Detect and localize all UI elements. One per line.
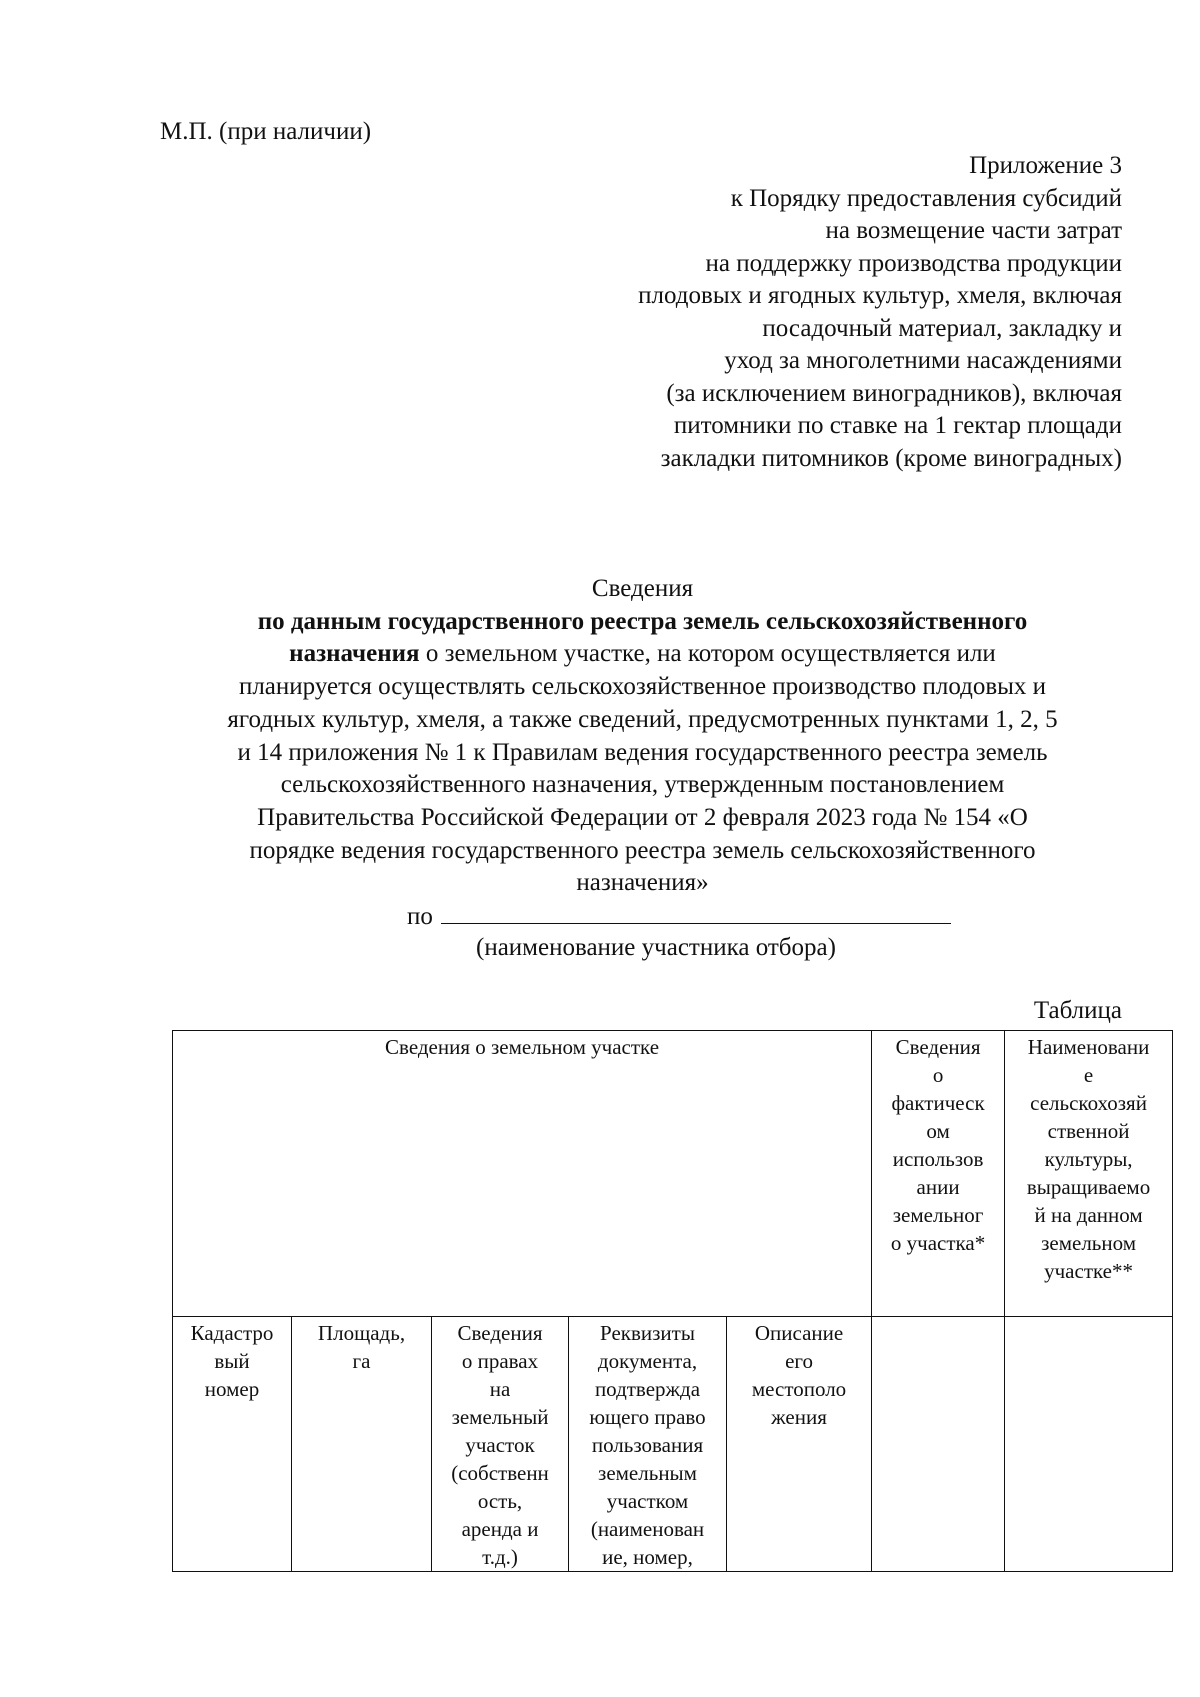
cadastral-number-cell [173,1317,292,1572]
header-line: (наименован [590,1517,705,1541]
header-line: ющего право [589,1405,706,1429]
participant-name-field[interactable] [441,901,951,924]
rights-cell [432,1317,569,1572]
appendix-line: посадочный материал, закладку и [762,314,1122,342]
heading-line: и 14 приложения № 1 к Правилам ведения государственного реестра земель [237,738,1048,766]
appendix-line: (за исключением виноградников), включая [666,379,1122,407]
header-line: жения [771,1405,827,1429]
header-line: о участка* [890,1231,986,1255]
heading-line: ягодных культур, хмеля, а также сведений, предусмотренных пунктами 1, 2, 5 [227,705,1058,733]
header-line: земельном [1041,1231,1137,1255]
appendix-line: закладки питомников (кроме виноградных) [660,444,1122,472]
header-line: участком [606,1489,689,1513]
appendix-line: плодовых и ягодных культур, хмеля, включая [638,282,1122,309]
area-cell [292,1317,432,1572]
document-heading [160,573,1125,900]
heading-bold-start: назначения [289,640,420,668]
heading-line-rest: о земельном участке, на котором осуществляется или [419,640,996,668]
crop-name-value-cell[interactable] [1005,1317,1173,1572]
header-line: о правах [461,1349,539,1373]
header-line: ие, номер, [602,1545,693,1569]
table-header-row [173,1031,1173,1317]
header-line: Площадь, [317,1321,406,1345]
header-line: га [352,1349,371,1373]
header-line: культуры, [1044,1147,1133,1171]
header-line: вый [214,1349,250,1373]
header-line: использов [892,1147,984,1171]
header-line: Наименовани [1027,1035,1150,1059]
appendix-line: уход за многолетними насаждениями [724,347,1122,374]
header-line: о [932,1063,944,1087]
header-line: участок [465,1433,535,1457]
header-line: на [489,1377,511,1401]
heading-title: Сведения [591,575,694,602]
group-header-cell [173,1031,872,1317]
appendix-line: питомники по ставке на 1 гектар площади [673,412,1122,439]
participant-caption: (наименование участника отбора) [476,934,836,961]
header-line: документа, [597,1349,698,1373]
location-cell [727,1317,872,1572]
heading-line: Правительства Российской Федерации от 2 февраля 2023 года № 154 «О [257,803,1028,831]
heading-line: назначения» [576,869,709,897]
fact-use-header-cell [872,1031,1005,1317]
header-line: номер [204,1377,260,1401]
header-line: фактическ [891,1091,985,1115]
header-line: (собственн [451,1461,549,1485]
participant-line [407,901,951,932]
appendix-block [422,150,1122,475]
document-details-cell [569,1317,727,1572]
header-line: е [1083,1063,1094,1087]
header-line: ании [916,1175,960,1199]
header-line: Описание [754,1321,844,1345]
heading-bold-line: по данным государственного реестра земель сельскохозяйственного [257,607,1028,635]
header-line: пользования [591,1433,704,1457]
header-line: местополо [751,1377,847,1401]
appendix-line: на поддержку производства продукции [705,249,1122,277]
header-line: т.д.) [482,1545,518,1569]
header-line: участке** [1044,1259,1133,1283]
header-line: ость, [477,1489,523,1513]
header-line: Сведения [895,1035,981,1059]
appendix-line: Приложение 3 [969,152,1122,179]
header-line: ственной [1047,1119,1130,1143]
appendix-line: на возмещение части затрат [825,217,1122,244]
header-line: подтвержда [594,1377,701,1401]
header-line: земельног [892,1203,984,1227]
header-line: ом [926,1119,950,1143]
header-line: земельным [598,1461,697,1485]
header-line: аренда и [461,1517,539,1541]
heading-line: порядке ведения государственного реестра земель сельскохозяйственного [249,836,1036,864]
header-line: выращиваемо [1026,1175,1151,1199]
seal-note: М.П. (при наличии) [160,118,372,145]
heading-line: планируется осуществлять сельскохозяйственное производство плодовых и [238,673,1047,701]
fact-use-value-cell[interactable] [872,1317,1005,1572]
participant-prefix: по [407,903,433,930]
table-label: Таблица [1033,997,1122,1024]
header-line: Сведения [457,1321,543,1345]
header-line: его [785,1349,813,1373]
header-line: Кадастро [190,1321,274,1345]
header-line: й на данном [1034,1203,1143,1227]
header-line: сельскохозяй [1030,1091,1147,1115]
table-subheader-row [173,1317,1173,1572]
heading-line: сельскохозяйственного назначения, утвержденным постановлением [280,771,1005,799]
crop-name-header-cell [1005,1031,1173,1317]
appendix-line: к Порядку предоставления субсидий [730,184,1122,212]
group-header-text: Сведения о земельном участке [385,1035,660,1059]
land-plot-table [172,1030,1173,1572]
header-line: Реквизиты [600,1321,695,1345]
header-line: земельный [451,1405,549,1429]
